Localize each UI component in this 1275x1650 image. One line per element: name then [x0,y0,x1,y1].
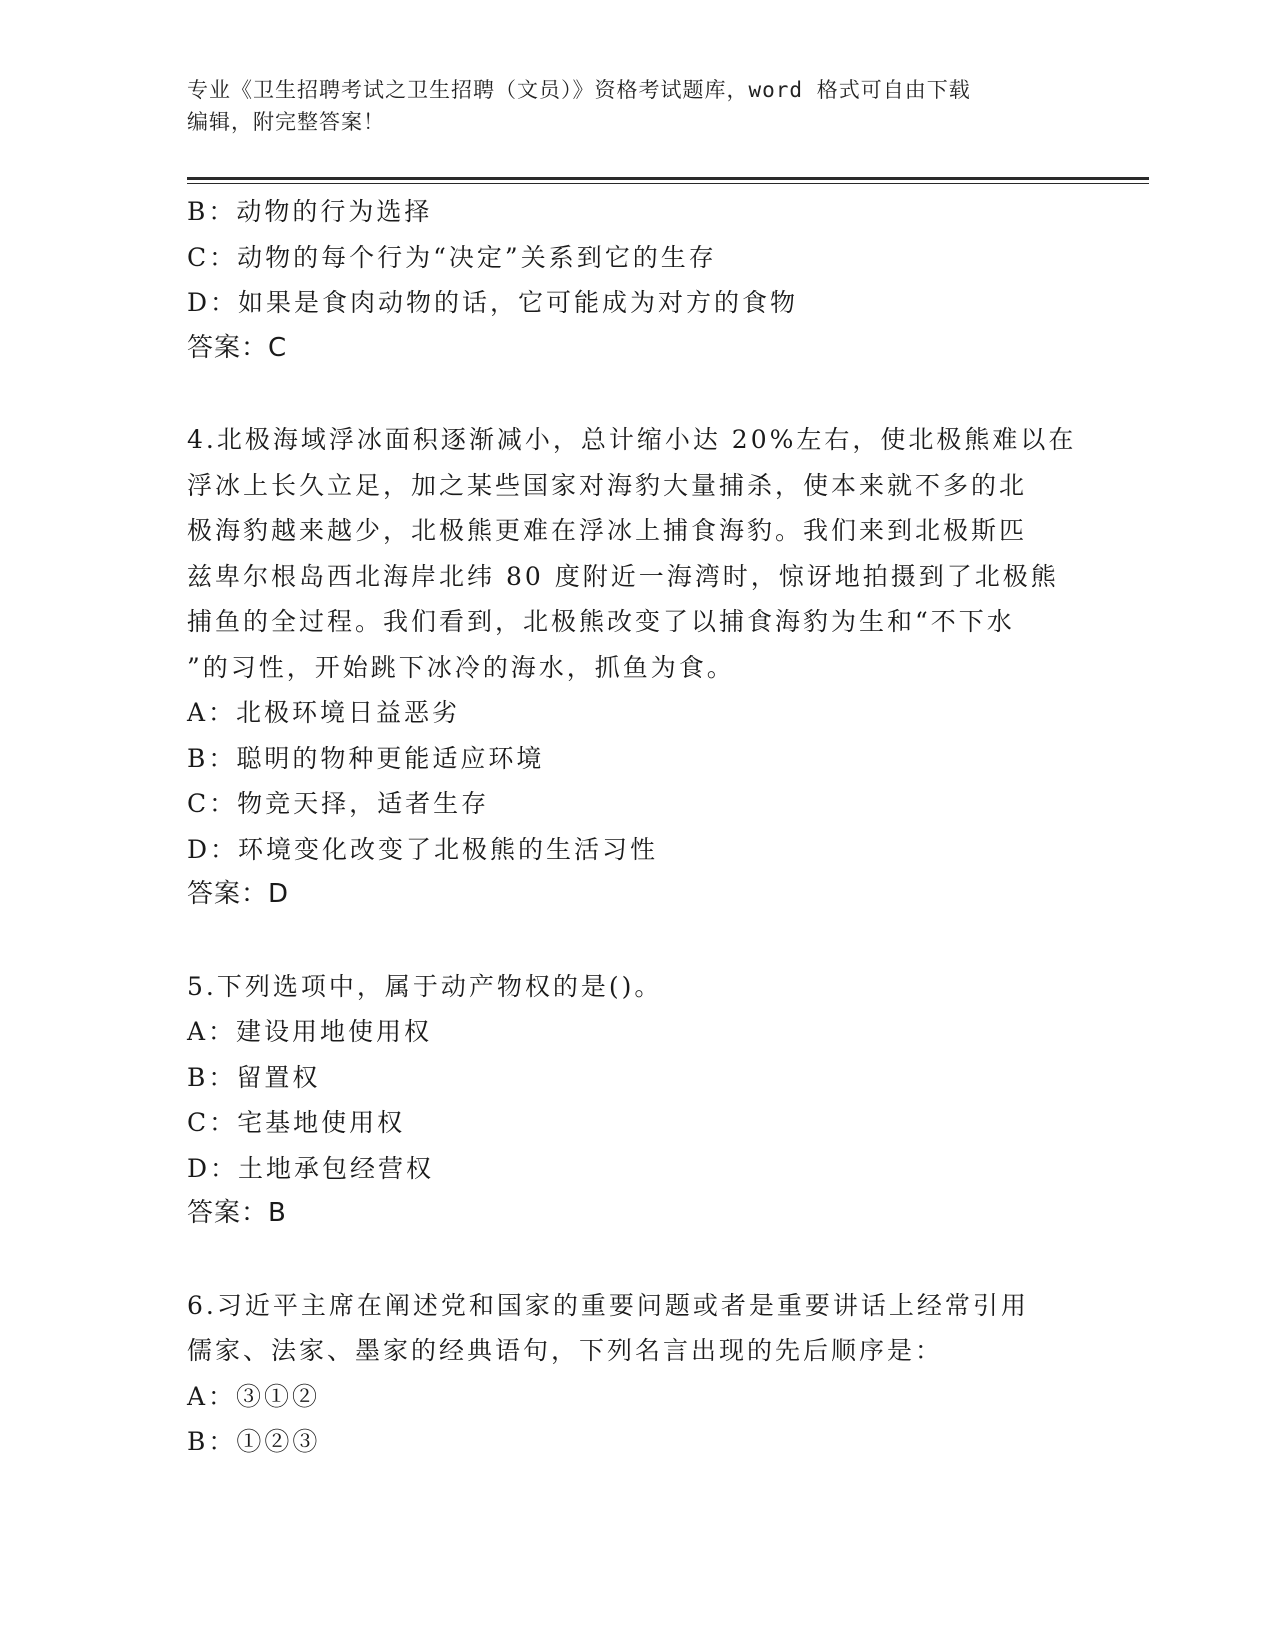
question-list [187,189,1087,1465]
question-5 [187,964,1087,1237]
question-stem-line: 兹卑尔根岛西北海岸北纬 80 度附近一海湾时，惊讶地拍摄到了北极熊 [187,561,1059,591]
question-stem-line: 捕鱼的全过程。我们看到，北极熊改变了以捕食海豹为生和“不下水 [187,607,1015,636]
question-stem-line: 4.北极海域浮冰面积逐渐减小，总计缩小达 20%左右，使北极熊难以在 [187,425,1077,454]
answer-label: 答案：C [187,332,288,363]
question-3 [187,189,1087,371]
header-divider-thick [187,177,1149,180]
option-b: B：①②③ [187,1427,321,1456]
question-4 [187,417,1087,918]
option-a: A：北极环境日益恶劣 [187,698,461,727]
question-stem-line: 6.习近平主席在阐述党和国家的重要问题或者是重要讲话上经常引用 [187,1290,1029,1320]
option-d: D：环境变化改变了北极熊的生活习性 [187,834,659,864]
answer-label: 答案：B [187,1198,287,1228]
question-6 [187,1283,1087,1465]
option-c: C：动物的每个行为“决定”关系到它的生存 [187,242,717,272]
option-c: C：宅基地使用权 [187,1108,406,1137]
spacer [187,918,1087,964]
question-stem-line: 极海豹越来越少，北极熊更难在浮冰上捕食海豹。我们来到北极斯匹 [187,516,1028,545]
question-stem: 5.下列选项中，属于动产物权的是()。 [187,971,663,1001]
option-a: A：建设用地使用权 [187,1017,433,1046]
option-d: D：土地承包经营权 [187,1153,435,1183]
option-b: B：动物的行为选择 [187,197,433,226]
option-c: C：物竞天择，适者生存 [187,789,490,818]
answer-label: 答案：D [187,879,290,909]
spacer [187,1237,1087,1283]
header-line-2: 编辑，附完整答案！ [187,110,385,134]
header-line-1: 专业《卫生招聘考试之卫生招聘（文员）》资格考试题库，word 格式可自由下载 [187,78,971,102]
option-b: B：聪明的物种更能适应环境 [187,743,545,773]
page-header [187,74,1067,138]
question-stem-line: ”的习性，开始跳下冰冷的海水，抓鱼为食。 [187,652,735,682]
option-d: D：如果是食肉动物的话，它可能成为对方的食物 [187,288,799,317]
option-b: B：留置权 [187,1062,321,1092]
question-stem-line: 浮冰上长久立足，加之某些国家对海豹大量捕杀，使本来就不多的北 [187,470,1028,500]
question-stem-line: 儒家、法家、墨家的经典语句，下列名言出现的先后顺序是： [187,1336,944,1365]
option-a: A：③①② [187,1381,321,1411]
spacer [187,371,1087,417]
header-divider-thin [187,183,1149,184]
